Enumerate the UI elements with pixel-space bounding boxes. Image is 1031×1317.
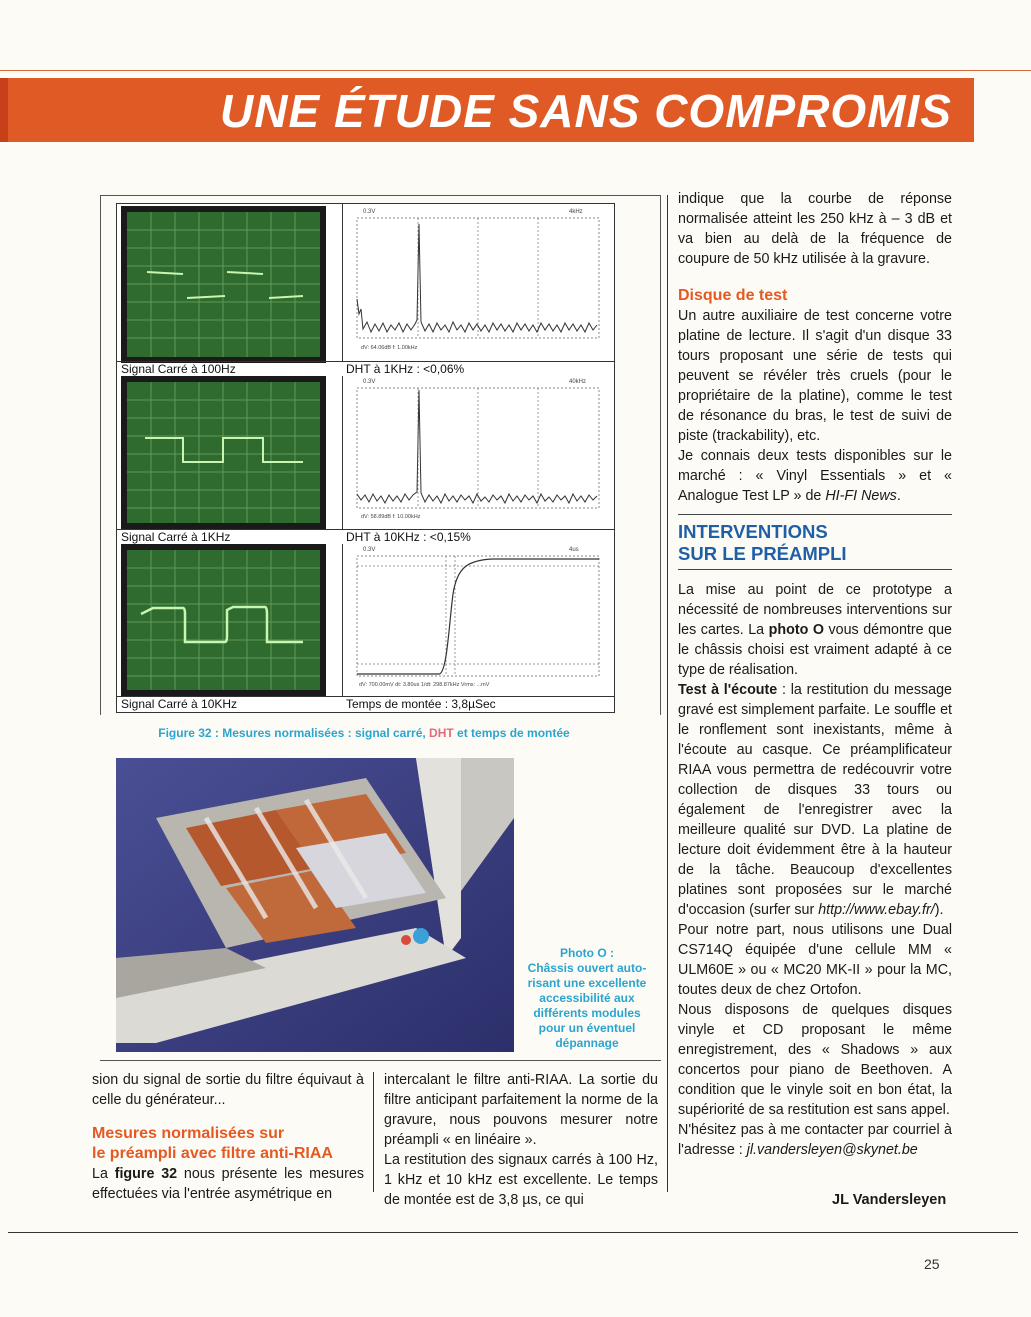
column-rule: [373, 1072, 374, 1192]
svg-text:40kHz: 40kHz: [569, 379, 587, 385]
paragraph: Je connais deux tests disponibles sur le marché : « Vinyl Essentials » et « Analogue Test LP » de HI-FI News.: [678, 448, 952, 504]
section-heading: SUR LE PRÉAMPLI: [678, 543, 847, 564]
photo-caption-line: accessibilité aux: [539, 991, 635, 1005]
spectrum-10khz: [342, 376, 614, 529]
title-banner: [8, 78, 974, 142]
author-signature: JL Vandersleyen: [832, 1192, 947, 1208]
page-title: UNE ÉTUDE SANS COMPROMIS: [220, 85, 952, 137]
page-number: 25: [924, 1256, 940, 1272]
paragraph: Pour notre part, nous utilisons une Dual CS714Q équipée d'une cellule MM « ULM60E » ou « MC20 MK-II » pour la MC, toutes deux de chez Ortofon.: [678, 922, 952, 998]
column-2: [384, 1070, 658, 1210]
paragraph: Nous disposons de quelques disques vinyle et CD proposant le même enregistrement, des « Shadows » aux concertos pour piano de Beethoven. A condition que le vinyle soit en bon état, la supériorité de sa restitution est sans appel.: [678, 1002, 952, 1118]
section-heading: Disque de test: [678, 287, 788, 304]
column-3: [678, 189, 952, 1160]
banner-edge: [0, 78, 8, 142]
footer-rule: [8, 1232, 1018, 1233]
frame-rule: [100, 195, 661, 196]
svg-text:4kHz: 4kHz: [569, 209, 583, 215]
section-heading: le préampli avec filtre anti-RIAA: [92, 1145, 333, 1162]
spectrum-1khz: [342, 204, 614, 361]
photo-caption-line: différents modules: [533, 1006, 641, 1020]
oscilloscope-100hz: [121, 206, 326, 363]
frame-rule: [100, 195, 101, 715]
figure-32: [116, 203, 615, 713]
photo-caption: [514, 946, 660, 1051]
caption-rise-time: Temps de montée : 3,8µSec: [346, 697, 496, 711]
photo-caption-line: dépannage: [555, 1036, 619, 1050]
svg-text:dV: 64.06dB f: 1.00kHz: dV: 64.06dB f: 1.00kHz: [361, 345, 418, 351]
paragraph: intercalant le filtre anti-RIAA. La sortie du filtre anticipant parfaitement la norme de la gravure, nous pouvons mesurer notre préampli « en linéaire ».: [384, 1072, 658, 1148]
svg-text:4us: 4us: [569, 547, 579, 553]
frame-rule: [100, 1060, 661, 1061]
chassis-photo: [116, 758, 514, 1052]
paragraph: La restitution des signaux carrés à 100 Hz, 1 kHz et 10 kHz est excellente. Le temps de montée est de 3,8 µs, ce qui: [384, 1152, 658, 1208]
caption-square-100hz: Signal Carré à 100Hz: [121, 362, 236, 376]
caption-dht-10khz: DHT à 10KHz : <0,15%: [346, 530, 471, 544]
caption-dht-1khz: DHT à 1KHz : <0,06%: [346, 362, 465, 376]
top-rule: [0, 70, 1031, 71]
paragraph: La mise au point de ce prototype a nécessité de nombreuses interventions sur les cartes. La photo O vous démontre que le châssis choisi est vraiment adapté à ce type de réalisation.: [678, 582, 952, 678]
paragraph: Test à l'écoute : la restitution du message gravé est simplement parfaite. Le souffle et le ronflement sont inexistants, même à l'écoute au casque. Ce préamplificateur RIAA vous permettra de redécouvrir votre collection de disques 33 tours ou également de l'enregistrer avec la meilleure qualité sur DVD. La platine de lecture doit évidemment être à la hauteur de la tâche. Beaucoup d'excellentes platines sont proposées sur le marché d'occasion (surfer sur http://www.ebay.fr/).: [678, 682, 953, 918]
oscilloscope-10khz: [121, 544, 326, 696]
paragraph: Un autre auxiliaire de test concerne votre platine de lecture. Il s'agit d'un disque 33 tours proposant une série de tests qui peuvent se révéler très cruels (pour le propriétaire de la platine), comme le test de résonance du bras, le test de suivi de piste (trackability), etc.: [678, 308, 952, 444]
caption-square-1khz: Signal Carré à 1KHz: [121, 530, 231, 544]
paragraph: La figure 32 nous présente les mesures effectuées via l'entrée asymétrique en: [92, 1166, 364, 1202]
frame-rule: [660, 195, 661, 715]
column-1: [92, 1070, 364, 1204]
photo-caption-line: Châssis ouvert auto-: [527, 961, 647, 975]
paragraph: indique que la courbe de réponse normalisée atteint les 250 kHz à – 3 dB et va bien au delà de la fréquence de coupure de 50 kHz utilisée à la gravure.: [678, 191, 952, 267]
oscilloscope-1khz: [121, 376, 326, 529]
svg-text:dV: 700.00mV dt: 3.80us 1/: dV: 700.00mV dt: 3.80us 1/dt: 298.87kHz Vrms: ...mV: [359, 682, 490, 688]
caption-square-10khz: Signal Carré à 10KHz: [121, 697, 238, 711]
svg-text:0.3V: 0.3V: [363, 209, 376, 215]
svg-text:0.3V: 0.3V: [363, 547, 376, 553]
paragraph: N'hésitez pas à me contacter par courriel à l'adresse : jl.vandersleyen@skynet.be: [678, 1122, 952, 1158]
photo-caption-line: risant une excellente: [527, 976, 647, 990]
section-heading: Mesures normalisées sur: [92, 1125, 285, 1142]
photo-caption-line: Photo O :: [560, 946, 614, 960]
paragraph: sion du signal de sortie du filtre équivaut à celle du générateur...: [92, 1072, 364, 1108]
svg-text:0.3V: 0.3V: [363, 379, 376, 385]
figure-caption: Figure 32 : Mesures normalisées : signal carré, DHT et temps de montée: [158, 726, 570, 740]
column-rule: [667, 195, 668, 1192]
photo-caption-line: pour un éventuel: [538, 1021, 636, 1035]
section-heading: INTERVENTIONS: [678, 521, 828, 542]
svg-text:dV: 58.89dB f: 10.00kHz: dV: 58.89dB f: 10.00kHz: [361, 514, 421, 520]
section-heading-box: [678, 514, 952, 570]
rise-time-plot: [342, 544, 614, 696]
